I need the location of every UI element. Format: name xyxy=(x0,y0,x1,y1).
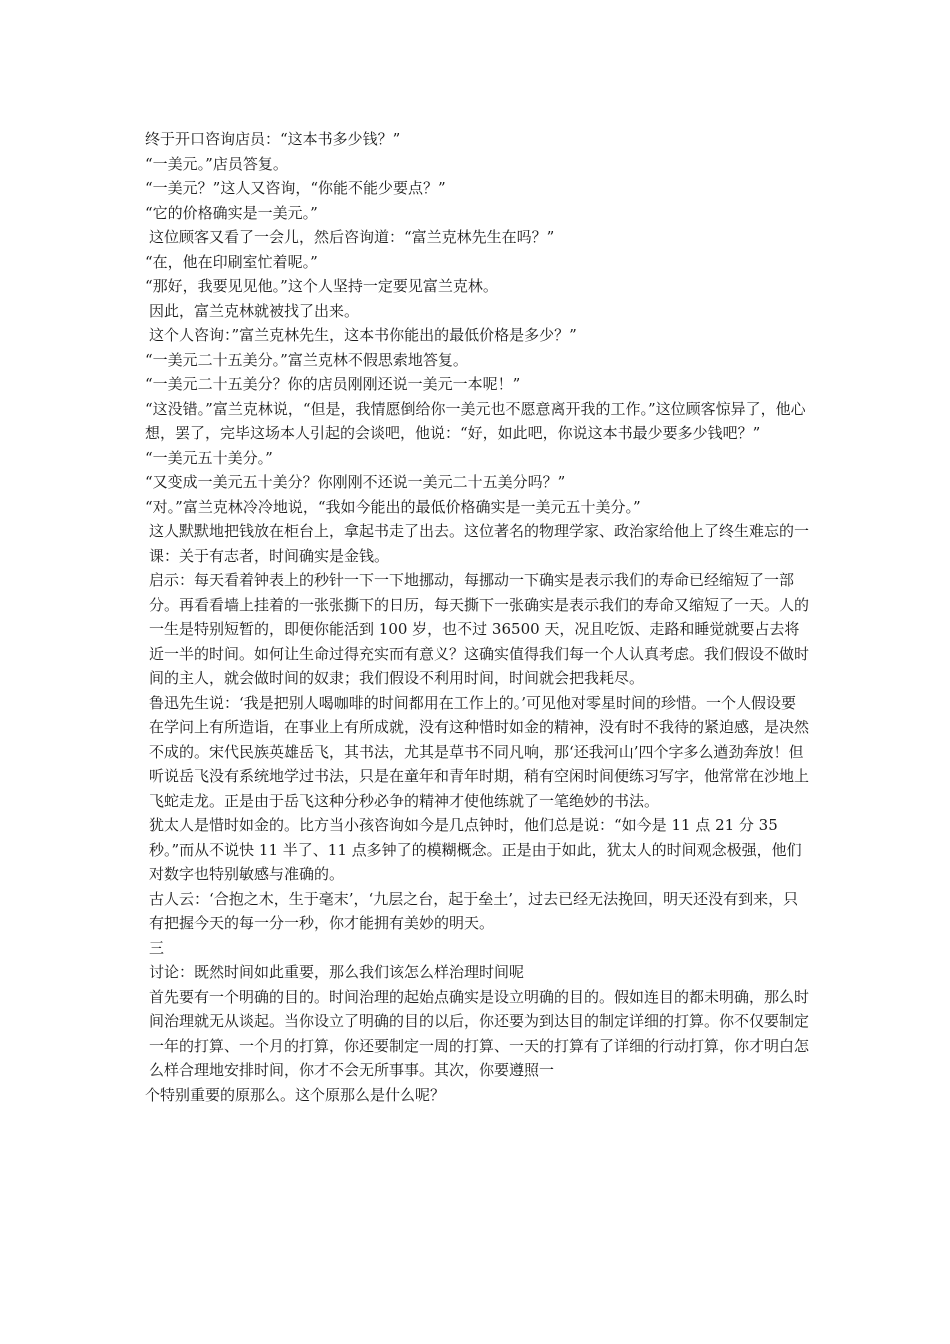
paragraph: 这位顾客又看了一会儿，然后咨询道：“富兰克林先生在吗？” xyxy=(149,228,555,246)
paragraph: 个特别重要的原那么。这个原那么是什么呢？ xyxy=(145,1085,446,1104)
paragraph: “又变成一美元五十美分？你刚刚不还说一美元二十五美分吗？” xyxy=(145,473,566,491)
paragraph: “一美元。”店员答复。 xyxy=(145,154,288,173)
paragraph: 终于开口咨询店员：“这本书多少钱？” xyxy=(145,130,401,148)
paragraph: “一美元二十五美分？你的店员刚刚还说一美元一本呢！” xyxy=(145,375,521,393)
paragraph: “一美元？”这人又咨询，“你能不能少要点？” xyxy=(145,179,446,197)
paragraph: 这个人咨询：”富兰克林先生，这本书你能出的最低价格是多少？” xyxy=(149,326,577,344)
paragraph: “那好，我要见见他。”这个人坚持一定要见富兰克林。 xyxy=(145,277,498,295)
paragraph: “对。”富兰克林冷冷地说，“我如今能出的最低价格确实是一美元五十美分。” xyxy=(145,497,641,516)
paragraph: 首先要有一个明确的目的。时间治理的起始点确实是设立明确的目的。假如连目的都未明确，那么时间治理就无从谈起。当你设立了明确的目的以后，你还要为到达目的制定详细的打算。你不仅要制定一年的打算、一个月的打算，你还要制定一周的打算、一天的打算有了详细的行动打算，你才明白怎么样合理地安排时间，你才不会无所事事。其次，你要遵照一 xyxy=(149,987,810,1079)
paragraph: “一美元二十五美分。”富兰克林不假思索地答复。 xyxy=(145,350,468,369)
paragraph: 这人默默地把钱放在柜台上，拿起书走了出去。这位著名的物理学家、政治家给他上了终生难忘的一课：关于有志者，时间确实是金钱。 xyxy=(149,522,810,565)
paragraph: “这没错。”富兰克林说，“但是，我情愿倒给你一美元也不愿意离开我的工作。”这位顾客惊异了，他心想，罢了，完毕这场本人引起的会谈吧，他说：“好，如此吧，你说这本书最少要多少钱吧？” xyxy=(145,399,806,442)
paragraph: 因此，富兰克林就被找了出来。 xyxy=(149,301,360,320)
paragraph: 犹太人是惜时如金的。比方当小孩咨询如今是几点钟时，他们总是说：“如今是 11 点 21 分 35 秒。”而从不说快 11 半了、11 点多钟了的模糊概念。正是由于如此，犹太人的时间观念极强，他们对数字也特别敏感与准确的。 xyxy=(149,816,802,883)
paragraph: 鲁迅先生说：‘我是把别人喝咖啡的时间都用在工作上的。’可见他对零星时间的珍惜。一个人假设要在学问上有所造诣，在事业上有所成就，没有这种惜时如金的精神，没有时不我待的紧迫感，是决然不成的。宋代民族英雄岳飞，其书法，尤其是草书不同凡响，那‘还我河山’四个字多么遒劲奔放！但听说岳飞没有系统地学过书法，只是在童年和青年时期，稍有空闲时间便练习写字，他常常在沙地上飞蛇走龙。正是由于岳飞这种分秒必争的精神才使他练就了一笔绝妙的书法。 xyxy=(149,693,810,810)
paragraph: “在，他在印刷室忙着呢。” xyxy=(145,252,318,271)
paragraph: 讨论：既然时间如此重要，那么我们该怎么样治理时间呢 xyxy=(149,963,525,981)
paragraph: “一美元五十美分。” xyxy=(145,448,273,467)
paragraph: 三 xyxy=(149,938,165,957)
paragraph: 启示：每天看着钟表上的秒针一下一下地挪动，每挪动一下确实是表示我们的寿命已经缩短了一部分。再看看墙上挂着的一张张撕下的日历，每天撕下一张确实是表示我们的寿命又缩短了一天。人的一生是特别短暂的，即便你能活到 100 岁，也不过 36500 天，况且吃饭、走路和睡觉就要占去将近一半的时间。如何让生命过得充实而有意义？这确实值得我们每一个人认真考虑。我们假设不做时间的主人，就会做时间的奴隶；我们假设不利用时间，时间就会把我耗尽。 xyxy=(149,571,810,687)
paragraph: “它的价格确实是一美元。” xyxy=(145,203,318,222)
document-page xyxy=(145,127,810,1107)
paragraph: 古人云：‘合抱之木，生于毫末’，‘九层之台，起于垒土’，过去已经无法挽回，明天还没有到来，只有把握今天的每一分一秒，你才能拥有美妙的明天。 xyxy=(149,889,799,932)
